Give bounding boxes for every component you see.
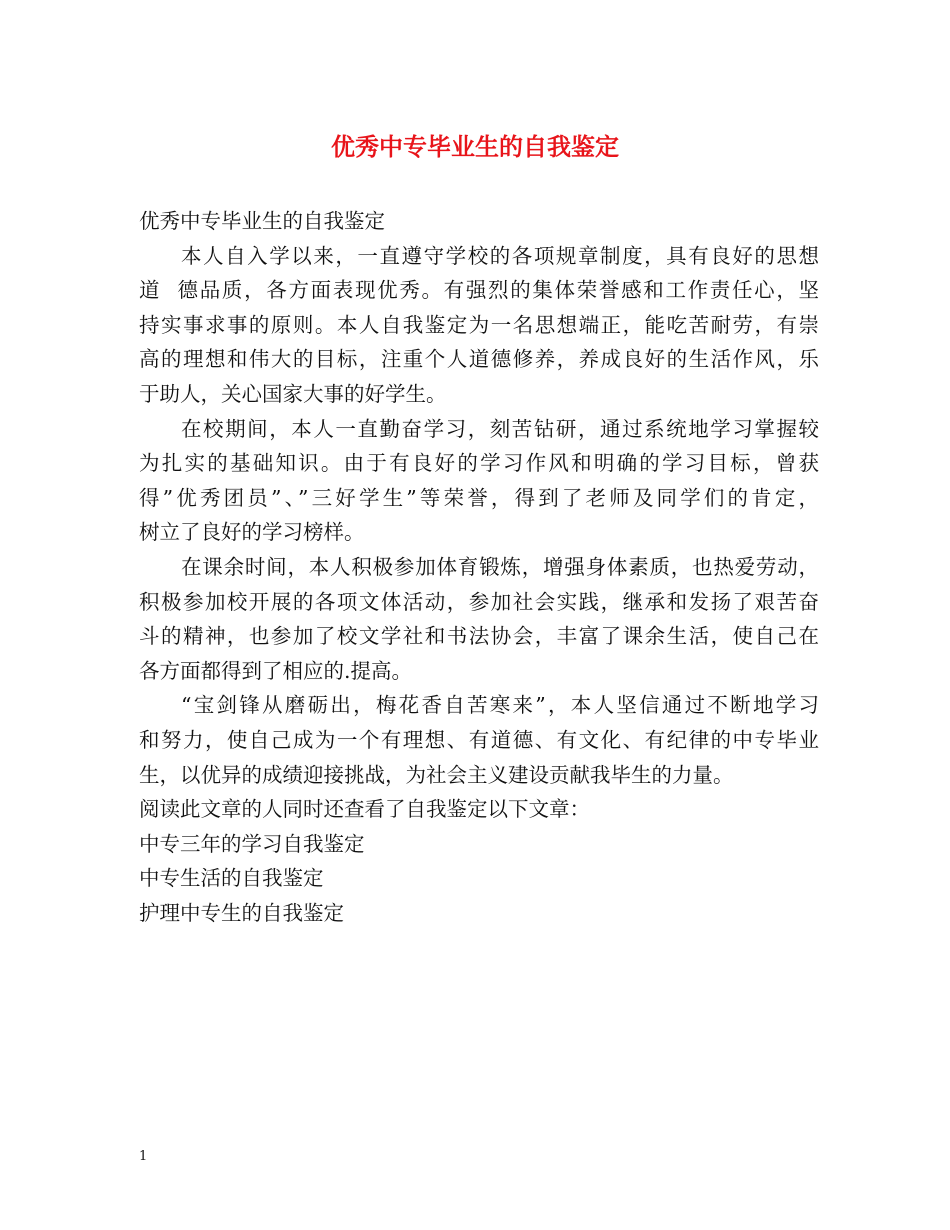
page-number: 1 [139,1149,148,1164]
paragraph-line: 在课余时间，本人积极参加体育锻炼，增强身体素质，也热爱劳动， [181,554,819,579]
paragraph-line: 道 德品质，各方面表现优秀。有强烈的集体荣誉感和工作责任心，坚 [139,278,819,303]
paragraph-1 [139,239,819,412]
paragraph-line: 各方面都得到了相应的.提高。 [139,658,413,683]
subtitle: 优秀中专毕业生的自我鉴定 [139,209,385,233]
paragraph-line: 于助人，关心国家大事的好学生。 [139,381,447,406]
paragraph-line: 为扎实的基础知识。由于有良好的学习作风和明确的学习目标，曾获 [139,451,819,476]
paragraph-line: “宝剑锋从磨砺出，梅花香自苦寒来”，本人坚信通过不断地学习 [181,693,819,718]
paragraph-2 [139,412,819,550]
paragraph-4 [139,688,819,792]
paragraph-line: 持实事求事的原则。本人自我鉴定为一名思想端正，能吃苦耐劳，有崇 [139,312,819,337]
paragraph-line: 生，以优异的成绩迎接挑战，为社会主义建设贡献我毕生的力量。 [139,762,734,787]
paragraph-line: 斗的精神，也参加了校文学社和书法协会，丰富了课余生活，使自己在 [139,624,819,649]
document-body [139,204,819,930]
paragraph-line: 得”优秀团员”、”三好学生”等荣誉，得到了老师及同学们的肯定， [139,485,819,510]
paragraph-line: 本人自入学以来，一直遵守学校的各项规章制度，具有良好的思想 [181,243,819,268]
page-title: 优秀中专毕业生的自我鉴定 [331,132,619,161]
related-intro: 阅读此文章的人同时还查看了自我鉴定以下文章： [139,797,590,822]
paragraph-line: 高的理想和伟大的目标，注重个人道德修养，养成良好的生活作风，乐 [139,347,819,372]
related-link[interactable]: 护理中专生的自我鉴定 [139,900,344,925]
paragraph-line: 积极参加校开展的各项文体活动，参加社会实践，继承和发扬了艰苦奋 [139,589,819,614]
related-link[interactable]: 中专生活的自我鉴定 [139,866,324,891]
paragraph-line: 树立了良好的学习榜样。 [139,520,365,545]
paragraph-line: 在校期间，本人一直勤奋学习，刻苦钻研，通过系统地学习掌握较 [181,416,819,441]
paragraph-line: 和努力，使自己成为一个有理想、有道德、有文化、有纪律的中专毕业 [139,727,819,752]
paragraph-3 [139,550,819,688]
related-link[interactable]: 中专三年的学习自我鉴定 [139,831,365,856]
